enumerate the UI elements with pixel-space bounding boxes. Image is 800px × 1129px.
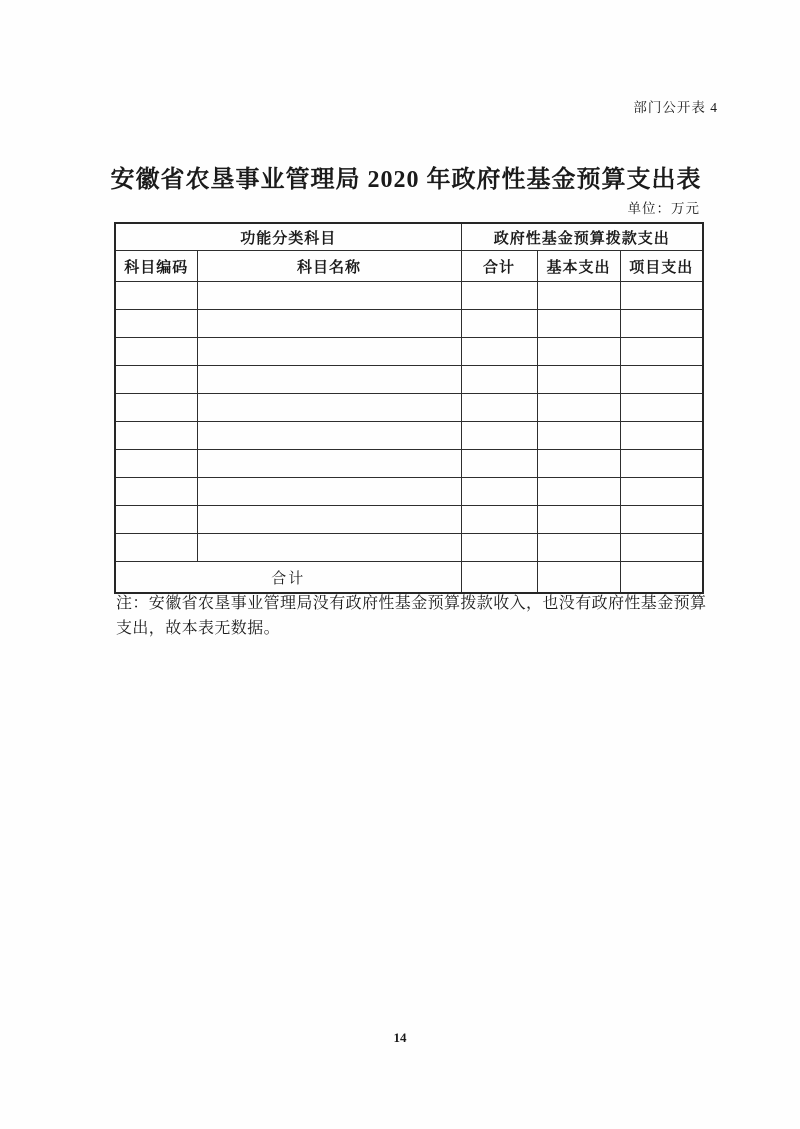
budget-table	[114, 222, 704, 594]
group-header-function-classification: 功能分类科目	[115, 223, 461, 251]
empty-cell	[620, 534, 703, 562]
empty-cell	[537, 450, 620, 478]
corner-label: 部门公开表 4	[633, 100, 718, 115]
empty-cell	[537, 394, 620, 422]
empty-cell	[115, 394, 197, 422]
empty-cell	[537, 366, 620, 394]
table-footer-row	[115, 562, 703, 594]
table-row	[115, 366, 703, 394]
table-row	[115, 534, 703, 562]
column-header-total: 合计	[461, 251, 537, 282]
empty-cell	[620, 506, 703, 534]
empty-cell	[197, 422, 461, 450]
table-row	[115, 282, 703, 310]
table-row	[115, 478, 703, 506]
empty-cell	[197, 534, 461, 562]
empty-cell	[115, 478, 197, 506]
column-header-subject-code: 科目编码	[115, 251, 197, 282]
empty-cell	[461, 534, 537, 562]
empty-cell	[461, 450, 537, 478]
empty-cell	[537, 534, 620, 562]
empty-cell	[537, 282, 620, 310]
empty-cell	[537, 478, 620, 506]
empty-cell	[461, 394, 537, 422]
empty-cell	[537, 338, 620, 366]
empty-cell	[197, 282, 461, 310]
empty-cell	[115, 534, 197, 562]
note-line-2: 支出，故本表无数据。	[116, 620, 281, 637]
footer-total-label: 合计	[115, 562, 461, 594]
table-row	[115, 310, 703, 338]
page-title: 安徽省农垦事业管理局 2020 年政府性基金预算支出表	[110, 167, 702, 193]
empty-cell	[620, 478, 703, 506]
empty-cell	[197, 310, 461, 338]
empty-cell	[197, 338, 461, 366]
empty-cell	[461, 478, 537, 506]
empty-cell	[115, 506, 197, 534]
empty-cell	[620, 450, 703, 478]
note-text	[116, 591, 712, 641]
empty-cell	[620, 310, 703, 338]
empty-cell	[197, 506, 461, 534]
empty-cell	[115, 338, 197, 366]
footer-empty-cell-basic	[537, 562, 620, 594]
column-header-basic-expenditure: 基本支出	[537, 251, 620, 282]
empty-cell	[461, 366, 537, 394]
empty-cell	[537, 422, 620, 450]
note-line-1: 注：安徽省农垦事业管理局没有政府性基金预算拨款收入，也没有政府性基金预算	[116, 595, 707, 612]
empty-cell	[115, 450, 197, 478]
table-row	[115, 338, 703, 366]
empty-cell	[461, 422, 537, 450]
empty-cell	[115, 282, 197, 310]
empty-cell	[620, 366, 703, 394]
footer-empty-cell-total	[461, 562, 537, 594]
table-row	[115, 450, 703, 478]
table-row	[115, 506, 703, 534]
empty-cell	[461, 506, 537, 534]
empty-cell	[461, 310, 537, 338]
empty-cell	[461, 338, 537, 366]
empty-cell	[620, 422, 703, 450]
table-group-header-row	[115, 223, 703, 251]
empty-cell	[197, 450, 461, 478]
empty-cell	[115, 310, 197, 338]
empty-cell	[620, 282, 703, 310]
footer-empty-cell-project	[620, 562, 703, 594]
table-body	[115, 282, 703, 562]
table-row	[115, 422, 703, 450]
empty-cell	[197, 478, 461, 506]
empty-cell	[115, 422, 197, 450]
column-header-subject-name: 科目名称	[197, 251, 461, 282]
empty-cell	[461, 282, 537, 310]
unit-label: 单位：万元	[627, 201, 700, 216]
group-header-fund-budget-expenditure: 政府性基金预算拨款支出	[461, 223, 703, 251]
empty-cell	[197, 366, 461, 394]
page-number: 14	[393, 1030, 407, 1045]
empty-cell	[197, 394, 461, 422]
table-row	[115, 394, 703, 422]
column-header-project-expenditure: 项目支出	[620, 251, 703, 282]
empty-cell	[620, 394, 703, 422]
empty-cell	[620, 338, 703, 366]
empty-cell	[115, 366, 197, 394]
empty-cell	[537, 506, 620, 534]
table-column-header-row	[115, 251, 703, 282]
empty-cell	[537, 310, 620, 338]
